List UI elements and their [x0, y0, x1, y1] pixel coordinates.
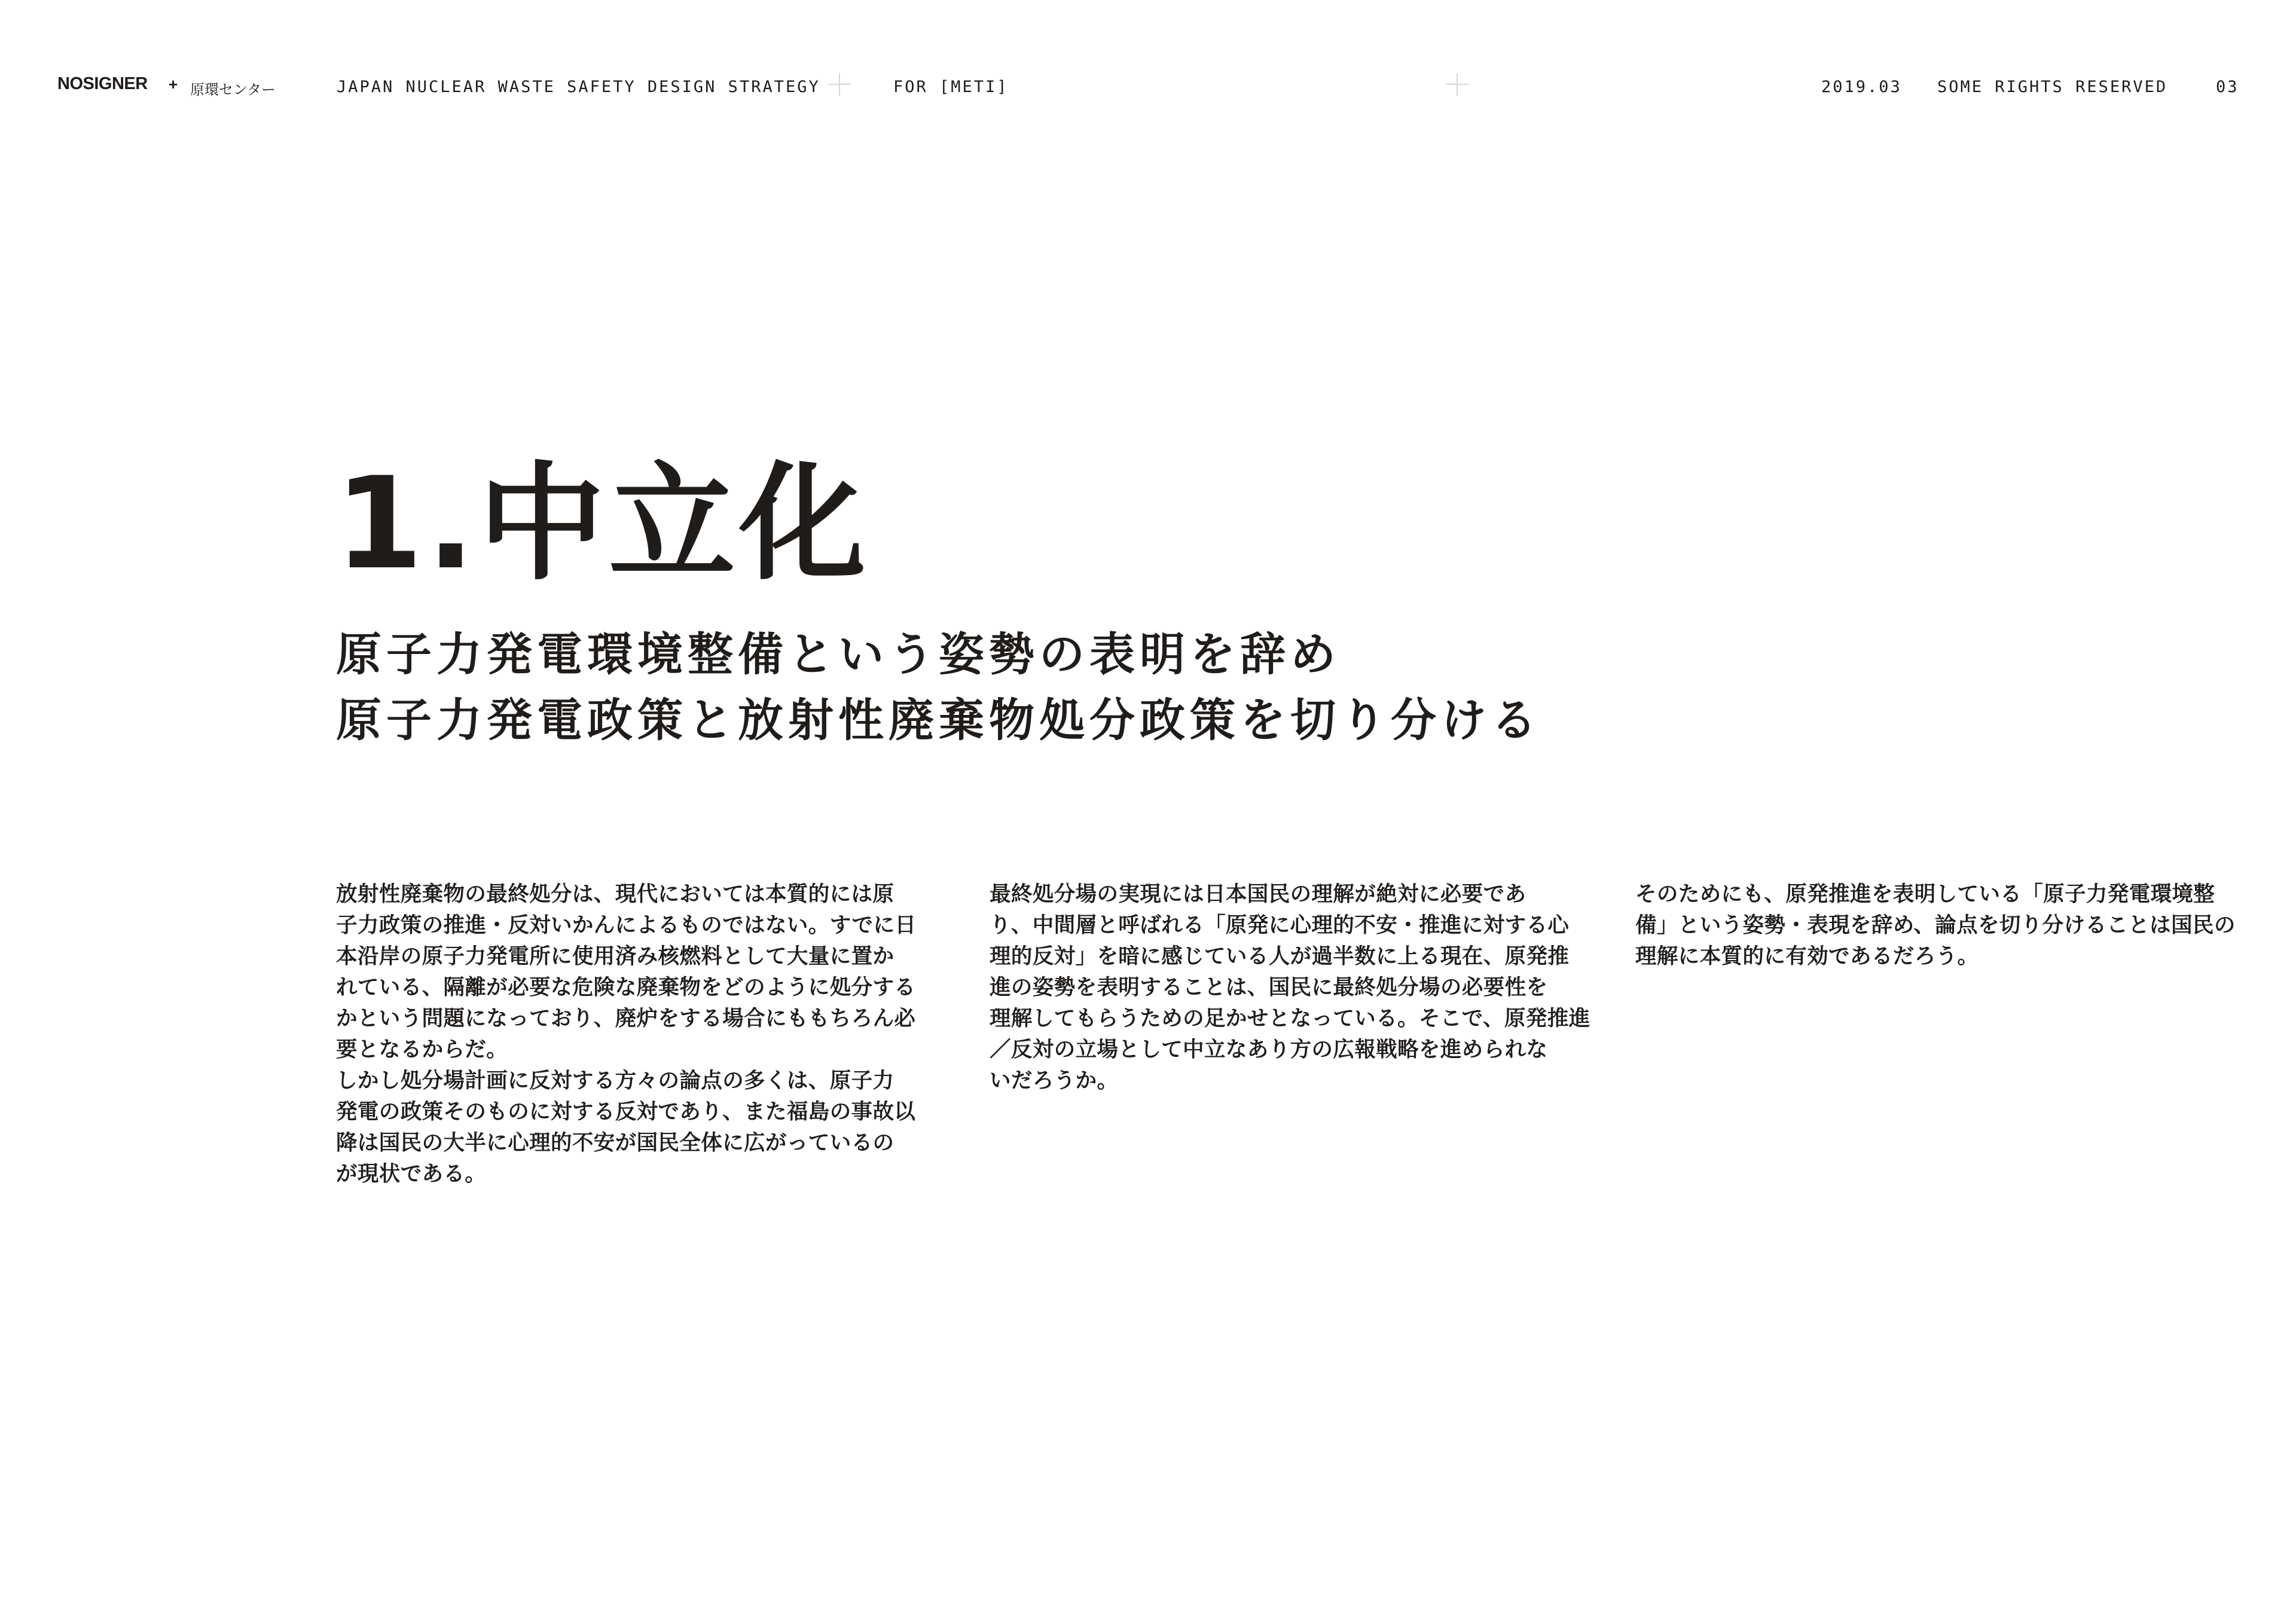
body-line: 放射性廃棄物の最終処分は、現代においては本質的には原	[336, 882, 894, 906]
body-line: かという問題になっており、廃炉をする場合にももちろん必	[336, 1006, 916, 1031]
body-line: 降は国民の大半に心理的不安が国民全体に広がっているの	[336, 1130, 894, 1155]
project-title: JAPAN NUCLEAR WASTE SAFETY DESIGN STRATEGY	[337, 78, 820, 96]
crosshair-icon	[1446, 73, 1468, 96]
body-line: 備」という姿勢・表現を辞め、論点を切り分けることは国民の	[1635, 913, 2236, 937]
body-line: 本沿岸の原子力発電所に使用済み核燃料として大量に置か	[336, 944, 894, 968]
body-line: が現状である。	[336, 1162, 487, 1186]
body-line: 理的反対」を暗に感じている人が過半数に上る現在、原発推	[990, 944, 1570, 968]
body-line: 理解してもらうための足かせとなっている。そこで、原発推進	[990, 1006, 1590, 1031]
page-number: 03	[2216, 78, 2239, 96]
page-header	[0, 73, 2296, 103]
client-label: FOR [METI]	[893, 78, 1009, 96]
brand-plus-sign: +	[169, 75, 178, 93]
body-line: 最終処分場の実現には日本国民の理解が絶対に必要であ	[990, 882, 1526, 906]
body-line: り、中間層と呼ばれる「原発に心理的不安・推進に対する心	[990, 913, 1570, 937]
body-line: れている、隔離が必要な危険な廃棄物をどのように処分する	[336, 975, 916, 1000]
body-line: 子力政策の推進・反対いかんによるものではない。すでに日	[336, 913, 917, 937]
lead-line: 原子力発電政策と放射性廃棄物処分政策を切り分ける	[336, 693, 1541, 747]
body-line: ／反対の立場として中立なあり方の広報戦略を進められな	[990, 1037, 1548, 1062]
crosshair-icon	[828, 73, 851, 96]
body-column-1	[336, 879, 916, 1190]
body-line: 進の姿勢を表明することは、国民に最終処分場の必要性を	[990, 975, 1548, 1000]
section-title: 1.中立化	[335, 450, 870, 597]
body-line: いだろうか。	[990, 1068, 1119, 1093]
brand-partner: 原環センター	[190, 81, 276, 98]
body-line: しかし処分場計画に反対する方々の論点の多くは、原子力	[336, 1068, 894, 1093]
rights-label: SOME RIGHTS RESERVED	[1937, 78, 2168, 96]
body-line: 要となるからだ。	[336, 1037, 508, 1062]
body-line: そのためにも、原発推進を表明している「原子力発電環境整	[1635, 882, 2215, 906]
brand-logo: NOSIGNER	[57, 74, 148, 93]
body-column-2	[990, 879, 1590, 1096]
date-label: 2019.03	[1821, 78, 1902, 96]
section-lead	[336, 622, 1541, 753]
lead-line: 原子力発電環境整備という姿勢の表明を辞め	[336, 628, 1341, 681]
body-column-3	[1635, 879, 2236, 972]
body-line: 理解に本質的に有効であるだろう。	[1635, 944, 1979, 968]
body-line: 発電の政策そのものに対する反対であり、また福島の事故以	[336, 1099, 916, 1124]
